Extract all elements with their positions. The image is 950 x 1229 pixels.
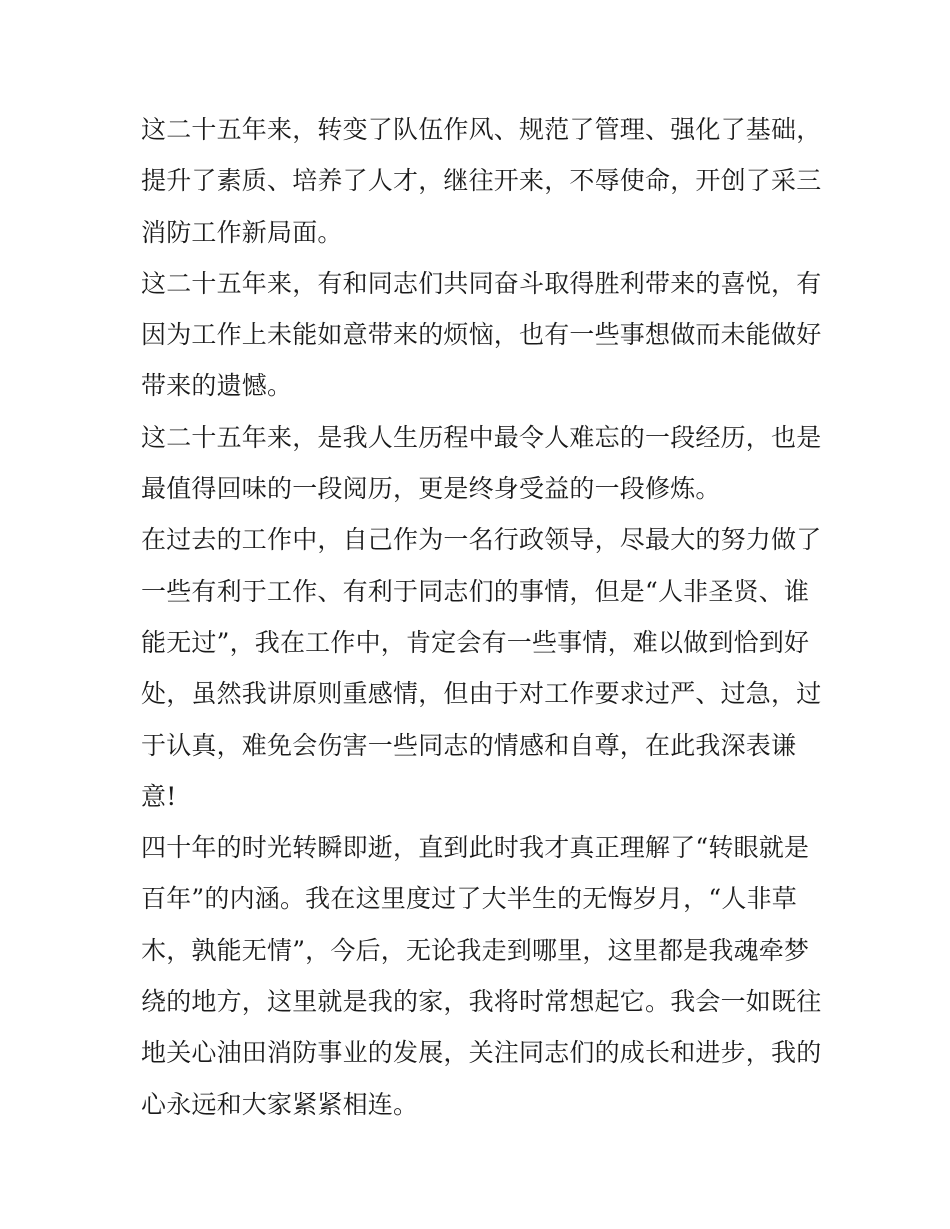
paragraph-line: 一些有利于工作、有利于同志们的事情，但是“人非圣贤、谁 xyxy=(141,576,810,606)
paragraph-line: 这二十五年来，转变了队伍作风、规范了管理、强化了基础， xyxy=(141,115,822,144)
paragraph-line: 木，孰能无情”，今后，无论我走到哪里，这里都是我魂牵梦 xyxy=(141,935,810,965)
paragraph-line: 地关心油田消防事业的发展，关注同志们的成长和进步，我的 xyxy=(141,1038,822,1068)
paragraph-1 xyxy=(141,104,822,258)
paragraph-line: 百年”的内涵。我在这里度过了大半生的无悔岁月，“人非草 xyxy=(141,884,797,914)
document-body xyxy=(141,104,822,1130)
paragraph-line: 最值得回味的一段阅历，更是终身受益的一段修炼。 xyxy=(141,474,721,504)
paragraph-5 xyxy=(141,822,822,1130)
paragraph-line: 带来的遗憾。 xyxy=(141,371,293,401)
paragraph-line: 绕的地方，这里就是我的家，我将时常想起它。我会一如既往 xyxy=(141,987,822,1017)
paragraph-line: 意! xyxy=(141,781,177,811)
paragraph-line: 处，虽然我讲原则重感情，但由于对工作要求过严、过急，过 xyxy=(141,679,822,709)
paragraph-line: 消防工作新局面。 xyxy=(141,217,343,247)
paragraph-line: 四十年的时光转瞬即逝，直到此时我才真正理解了“转眼就是 xyxy=(141,833,810,863)
paragraph-line: 心永远和大家紧紧相连。 xyxy=(141,1089,419,1119)
paragraph-2 xyxy=(141,258,822,412)
paragraph-3 xyxy=(141,412,822,515)
paragraph-line: 在过去的工作中，自己作为一名行政领导，尽最大的努力做了 xyxy=(141,525,822,555)
paragraph-line: 能无过”，我在工作中，肯定会有一些事情，难以做到恰到好 xyxy=(141,627,810,657)
paragraph-line: 提升了素质、培养了人才，继往开来，不辱使命，开创了采三 xyxy=(141,166,822,196)
paragraph-line: 这二十五年来，有和同志们共同奋斗取得胜利带来的喜悦，有 xyxy=(141,268,822,298)
paragraph-line: 这二十五年来，是我人生历程中最令人难忘的一段经历，也是 xyxy=(141,422,822,452)
paragraph-line: 因为工作上未能如意带来的烦恼，也有一些事想做而未能做好 xyxy=(141,320,822,350)
paragraph-line: 于认真，难免会伤害一些同志的情感和自尊，在此我深表谦 xyxy=(141,730,797,760)
paragraph-4 xyxy=(141,514,822,822)
